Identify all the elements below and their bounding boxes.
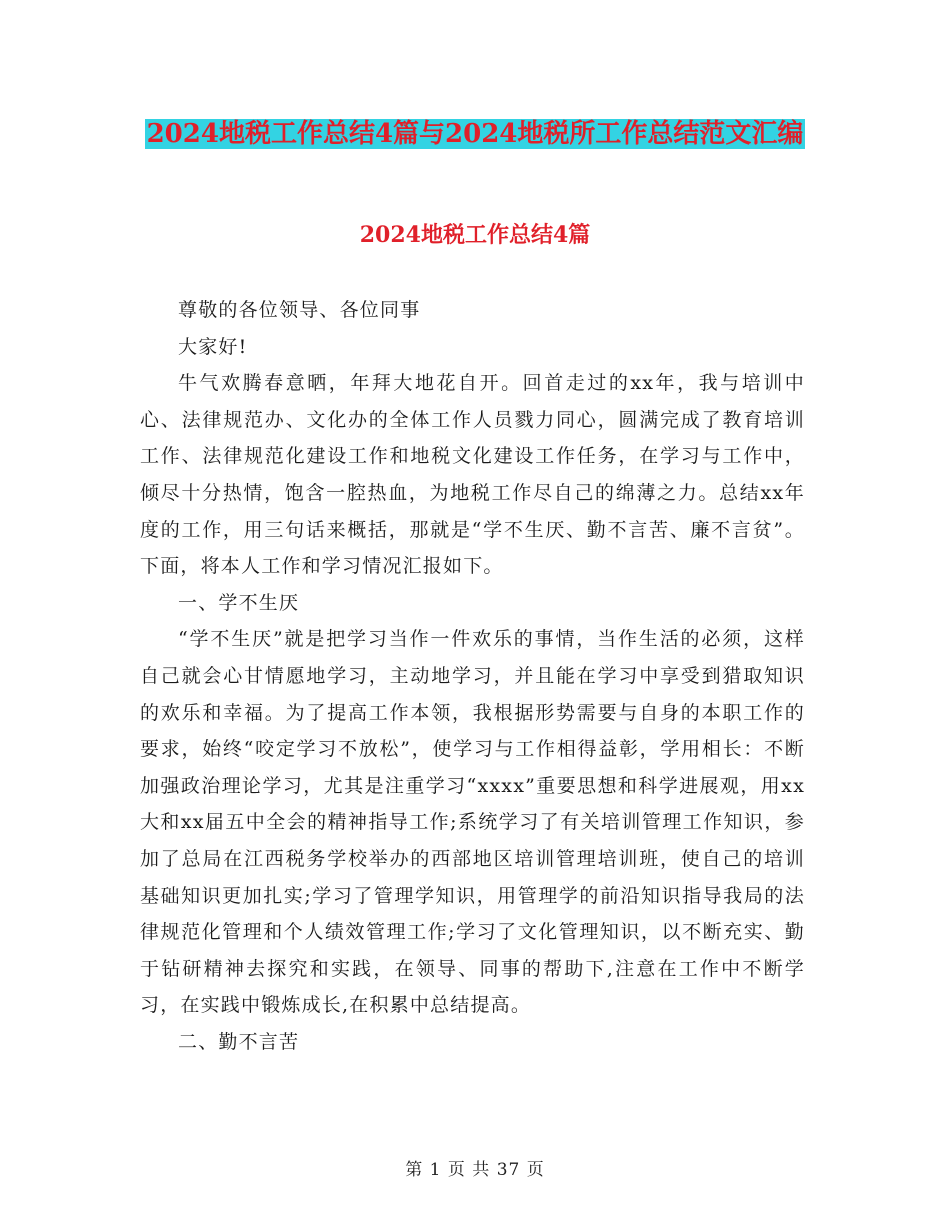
page-footer: 第 1 页 共 37 页	[405, 1160, 545, 1180]
document-title-text: 2024地税工作总结4篇与2024地税所工作总结范文汇编	[146, 119, 804, 149]
document-body	[140, 292, 805, 1060]
intro-paragraph: 牛气欢腾春意晒，年拜大地花自开。回首走过的xx年，我与培训中心、法律规范办、文化办的全体工作人员戮力同心，圆满完成了教育培训工作、法律规范化建设工作和地税文化建设工作任务，在学习与工作中，倾尽十分热情，饱含一腔热血，为地税工作尽自己的绵薄之力。总结xx年度的工作，用三句话来概括，那就是“学不生厌、勤不言苦、廉不言贫”。下面，将本人工作和学习情况汇报如下。	[140, 372, 805, 578]
salutation: 尊敬的各位领导、各位同事	[178, 299, 421, 321]
section-heading-1: 一、学不生厌	[178, 591, 300, 614]
greeting: 大家好!	[178, 335, 248, 358]
section-heading-2: 二、勤不言苦	[178, 1030, 300, 1053]
section-paragraph-1: “学不生厌”就是把学习当作一件欢乐的事情，当作生活的必须，这样自己就会心甘情愿地学习，主动地学习，并且能在学习中享受到猎取知识的欢乐和幸福。为了提高工作本领，我根据形势需要与自身的本职工作的要求，始终“咬定学习不放松”，使学习与工作相得益彰，学用相长：不断加强政治理论学习，尤其是注重学习“xxxx”重要思想和科学进展观，用xx大和xx届五中全会的精神指导工作;系统学习了有关培训管理工作知识，参加了总局在江西税务学校举办的西部地区培训管理培训班，使自己的培训基础知识更加扎实;学习了管理学知识，用管理学的前沿知识指导我局的法律规范化管理和个人绩效管理工作;学习了文化管理知识，以不断充实、勤于钻研精神去探究和实践，在领导、同事的帮助下,注意在工作中不断学习，在实践中锻炼成长,在积累中总结提高。	[140, 628, 805, 1017]
section-title: 2024地税工作总结4篇	[359, 222, 591, 248]
document-title	[120, 112, 830, 156]
